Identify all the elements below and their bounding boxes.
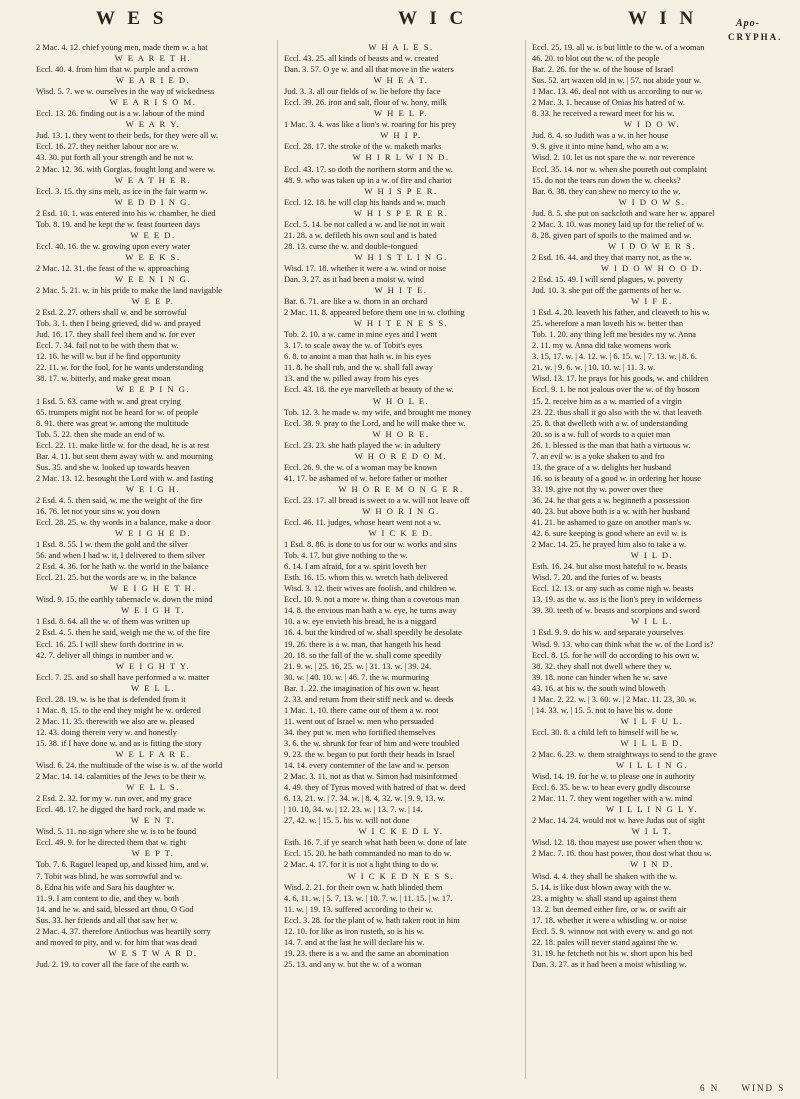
concordance-entry: Eccl. 7. 25. and so shall have performed a w. matter bbox=[36, 672, 210, 682]
headword: W I L D. bbox=[630, 550, 674, 561]
concordance-entry: Wisd. 5. 11. no sign where she w. is to be found bbox=[36, 827, 197, 837]
concordance-entry: 6. 14. I am afraid, for a w. spirit loveth her bbox=[284, 562, 427, 572]
concordance-entry: 16. 4. but the kindred of w. shall speedily be desolate bbox=[284, 628, 462, 638]
concordance-entry: Eccl. 28. 19. w. is he that is defended from it bbox=[36, 694, 186, 704]
headword: W H I T E. bbox=[374, 285, 428, 296]
concordance-entry: 2 Esd. 15. 49. I will send plagues, w. poverty bbox=[532, 274, 683, 284]
concordance-entry: 2 Mac. 12. 36. with Gorgias, fought long and were w. bbox=[36, 164, 216, 174]
headword: W H O R E D O M. bbox=[354, 450, 448, 461]
concordance-entry: Eccl. 12. 13. or any such as come nigh w. beasts bbox=[532, 584, 694, 594]
concordance-entry: Eccl. 15. 20. he hath commanded no man to do w. bbox=[284, 849, 452, 859]
concordance-entry: Esth. 16. 15. whom this w. wretch hath delivered bbox=[284, 573, 448, 583]
concordance-entry: Esth. 16. 7. if ye search what hath been w. done of late bbox=[284, 838, 467, 848]
concordance-entry: 39. 18. none can hinder when he w. save bbox=[532, 672, 668, 682]
concordance-entry: 21. 28. a w. defileth his own soul and is hated bbox=[284, 230, 437, 240]
headword: W I L L E D. bbox=[620, 737, 684, 748]
headword: W I D O W H O O D. bbox=[600, 262, 704, 273]
concordance-entry: Dan. 3. 57. O ye w. and all that move in the waters bbox=[284, 65, 454, 75]
concordance-entry: Eccl. 13. 26. finding out is a w. labour of the mind bbox=[36, 109, 205, 119]
concordance-entry: 26. 1. blessed is the man that hath a virtuous w. bbox=[532, 440, 691, 450]
concordance-entry: 1 Esd. 8. 55. I w. them the gold and the silver bbox=[36, 540, 188, 550]
concordance-entry: 40. 23. but above both is a w. with her husband bbox=[532, 506, 690, 516]
concordance-entry: Eccl. 28. 17. the stroke of the w. maketh marks bbox=[284, 142, 442, 152]
headword: W H I T E N E S S. bbox=[353, 318, 449, 329]
running-head-left: W E S bbox=[96, 8, 168, 29]
concordance-entry: 11. 9. I am content to die, and they w. both bbox=[36, 893, 179, 903]
concordance-entry: 15. 2. receive him as a w. married of a virgin bbox=[532, 396, 682, 406]
headword: W E I G H T. bbox=[121, 605, 185, 616]
headword: W H O L E. bbox=[372, 395, 430, 406]
concordance-entry: Esth. 16. 24. but also most hateful to w. beasts bbox=[532, 562, 688, 572]
headword: W H I S P E R E R. bbox=[353, 207, 449, 218]
concordance-entry: 65. trumpets might not be heard for w. of people bbox=[36, 407, 199, 417]
concordance-entry: Tob. 12. 3. he made w. my wife, and brought me money bbox=[284, 407, 472, 417]
running-head-right: W I N bbox=[628, 8, 698, 29]
concordance-entry: 13. 19. as the w. ass is the lion's prey in wilderness bbox=[532, 595, 702, 605]
concordance-entry: Sus. 33. her friends and all that saw her w. bbox=[36, 915, 178, 925]
concordance-entry: 25. 8. that dwelleth with a w. of understanding bbox=[532, 418, 688, 428]
concordance-entry: 2 Mac. 4. 12. chief young men, made them w. a hat bbox=[36, 43, 208, 52]
concordance-entry: 4. 49. they of Tyrus moved with hatred of that w. deed bbox=[284, 783, 466, 793]
concordance-entry: Wisd. 3. 12. their wives are foolish, and children w. bbox=[284, 584, 457, 594]
headword: W E I G H. bbox=[125, 483, 181, 494]
concordance-entry: Wisd. 2. 21. for their own w. hath blinded them bbox=[284, 882, 443, 892]
concordance-entry: Eccl. 40. 16. the w. growing upon every water bbox=[36, 241, 191, 251]
concordance-entry: 1 Mac. 2. 22. w. | 3. 60. w. | 2 Mac. 11. 23, 30. w. bbox=[532, 694, 697, 704]
headword: W E L L S. bbox=[126, 782, 180, 793]
concordance-entry: 34. they put w. men who fortified themselves bbox=[284, 727, 436, 737]
concordance-entry: 1 Esd. 9. 9. do his w. and separate yourselves bbox=[532, 628, 684, 638]
headword: W H O R I N G. bbox=[362, 505, 440, 516]
concordance-entry: 14. 14. every contemner of the law and w. person bbox=[284, 761, 450, 771]
headword: W H E A T. bbox=[373, 75, 429, 86]
concordance-entry: Eccl. 35. 14. nor w. when she poureth out complaint bbox=[532, 164, 707, 174]
concordance-entry: | 10. 10, 34. w. | 12. 23. w. | 13. 7. w. | 14. bbox=[284, 805, 423, 815]
concordance-entry: 31. 19. he fetcheth not his w. short upon his bed bbox=[532, 948, 693, 958]
concordance-entry: Dan. 3. 27. as it had been a moist w. wind bbox=[284, 274, 424, 284]
headword: W I F E. bbox=[631, 296, 673, 307]
concordance-entry: 25. wherefore a man loveth his w. better than bbox=[532, 319, 684, 329]
headword: W I L L I N G. bbox=[616, 760, 688, 771]
concordance-entry: 2 Mac. 13. 12. besought the Lord with w. and fasting bbox=[36, 473, 214, 483]
concordance-entry: 41. 17. be ashamed of w. before father or mother bbox=[284, 473, 448, 483]
concordance-entry: and moved to pity, and w. for him that was dead bbox=[36, 937, 197, 947]
concordance-entry: Eccl. 25. 19. all w. is but little to the w. of a woman bbox=[532, 43, 705, 52]
concordance-entry: 2 Mac. 14. 25. he prayed him also to take a w. bbox=[532, 540, 687, 550]
concordance-entry: 7. Tobit was blind, he was sorrowful and w. bbox=[36, 871, 182, 881]
headword: W E A R Y. bbox=[125, 119, 181, 130]
concordance-entry: 14. 8. the envious man hath a w. eye, he turns away bbox=[284, 606, 457, 616]
concordance-entry: 2 Esd. 2. 27. others shall w. and be sorrowful bbox=[36, 308, 187, 318]
concordance-entry: Wisd. 6. 24. the multitude of the wise is w. of the world bbox=[36, 761, 223, 771]
concordance-entry: 19. 26. there is a w. man, that hangeth his head bbox=[284, 639, 441, 649]
concordance-entry: 11. 8. he shall rub, and the w. shall fall away bbox=[284, 363, 433, 373]
concordance-entry: 56. and when I had w. it, I delivered to them silver bbox=[36, 551, 205, 561]
concordance-entry: 23. 22. thus shall it go also with the w. that leaveth bbox=[532, 407, 702, 417]
concordance-entry: Eccl. 40. 4. from him that w. purple and a crown bbox=[36, 65, 199, 75]
concordance-entry: 2 Mac. 11. 7. they went together with a w. mind bbox=[532, 794, 693, 804]
concordance-entry: 48. 9. who was taken up in a w. of fire and chariot bbox=[284, 175, 452, 185]
concordance-entry: 3. 17. to scale away the w. of Tobit's eyes bbox=[284, 341, 423, 351]
concordance-entry: 3. 15, 17. w. | 4. 12. w. | 6. 15. w. | 7. 13. w. | 8. 6. bbox=[532, 352, 697, 362]
concordance-entry: Eccl. 43. 17. so doth the northern storm and the w. bbox=[284, 164, 453, 174]
concordance-entry: 1 Esd. 4. 20. leaveth his father, and cleaveth to his w. bbox=[532, 308, 710, 318]
concordance-entry: Bar. 6. 38. they can shew no mercy to the w. bbox=[532, 186, 681, 196]
concordance-entry: 10. a w. eye envieth his bread, he is a niggard bbox=[284, 617, 437, 627]
concordance-entry: 2 Esd. 4. 5. then said, w. me the weight of the fire bbox=[36, 495, 203, 505]
concordance-entry: 30. w. | 40. 10. w. | 46. 7. the w. murmuring bbox=[284, 672, 430, 682]
concordance-entry: Jud. 8. 4. so Judith was a w. in her house bbox=[532, 131, 669, 141]
headword: W I C K E D L Y. bbox=[358, 826, 444, 837]
concordance-entry: Eccl. 46. 11. judges, whose heart went not a w. bbox=[284, 518, 441, 528]
concordance-entry: Wisd. 4. 4. they shall be shaken with the w. bbox=[532, 871, 677, 881]
concordance-entry: Eccl. 39. 26. iron and salt, flour of w. hony, milk bbox=[284, 98, 447, 108]
concordance-entry: 2 Esd. 4. 5. then he said, weigh me the w. of the fire bbox=[36, 628, 210, 638]
concordance-entry: 13. and the w. pilled away from his eyes bbox=[284, 374, 419, 384]
concordance-entry: 2 Esd. 2. 32. for my w. run over, and my grace bbox=[36, 794, 192, 804]
headword: W I C K E D. bbox=[368, 528, 434, 539]
column-1 bbox=[36, 42, 270, 970]
headword: W E I G H E T H. bbox=[109, 583, 197, 594]
concordance-entry: Dan. 3. 27. as it had been a moist whistling w. bbox=[532, 959, 687, 969]
concordance-entry: 46. 20. to blot out the w. of the people bbox=[532, 54, 660, 64]
concordance-entry: 2 Mac. 5. 21. w. in his pride to make the land navigable bbox=[36, 286, 222, 296]
headword: W E L F A R E. bbox=[115, 749, 191, 759]
running-head-center: W I C bbox=[398, 8, 468, 29]
concordance-entry: Bar. 4. 11. but sent them away with w. and mourning bbox=[36, 451, 213, 461]
running-head-aside: Apo- bbox=[736, 18, 760, 29]
page-footer bbox=[700, 1083, 785, 1093]
concordance-entry: 9. 9. give it into mine hand, who am a w. bbox=[532, 142, 669, 152]
concordance-entry: Eccl. 6. 35. be w. to hear every godly discourse bbox=[532, 783, 691, 793]
concordance-entry: Eccl. 43. 18. the eye marvelleth at beauty of the w. bbox=[284, 385, 454, 395]
concordance-entry: 2 Mac. 4. 37. therefore Antiochus was heartily sorry bbox=[36, 926, 211, 936]
concordance-entry: 43. 30. put forth all your strength and be not w. bbox=[36, 153, 194, 163]
concordance-entry: Sus. 52. art waxen old in w. | 57. not abide your w. bbox=[532, 76, 702, 86]
concordance-entry: 2 Mac. 3. 1. because of Onias his hatred of w. bbox=[532, 98, 685, 108]
column-rule-2 bbox=[525, 40, 526, 1079]
concordance-entry: 27, 42. w. | 15. 5. his w. will not done bbox=[284, 816, 410, 826]
concordance-entry: 2 Esd. 16. 44. and they that marry not, as the w. bbox=[532, 252, 692, 262]
concordance-entry: 25. 13. and any w. but the w. of a woman bbox=[284, 959, 422, 969]
concordance-entry: Tob. 2. 10. a w. came in mine eyes and I went bbox=[284, 330, 438, 340]
concordance-entry: Tob. 7. 6. Raguel leaped up, and kissed him, and w. bbox=[36, 860, 209, 870]
headword: W E E N I N G. bbox=[115, 273, 191, 284]
running-head-aside-2: CRYPHA. bbox=[728, 32, 783, 42]
concordance-entry: 7. an evil w. is a yoke shaken to and fro bbox=[532, 451, 665, 461]
concordance-entry: Jud. 2. 19. to cover all the face of the earth w. bbox=[36, 959, 189, 969]
headword: W E A T H E R. bbox=[114, 174, 192, 185]
concordance-entry: Eccl. 16. 25. I will shew forth doctrine in w. bbox=[36, 639, 184, 649]
concordance-entry: 12. 16. he will w. but if he find opportunity bbox=[36, 352, 181, 362]
concordance-entry: Eccl. 5. 14. be not called a w. and lie not in wait bbox=[284, 219, 445, 229]
concordance-entry: Wisd. 2. 10. let us not spare the w. nor reverence bbox=[532, 153, 695, 163]
headword: W E I G H E D. bbox=[115, 528, 191, 539]
headword: W E E P. bbox=[131, 296, 175, 307]
concordance-entry: 1 Mac. 13. 46. deal not with us according to our w. bbox=[532, 87, 703, 97]
headword: W H I R L W I N D. bbox=[352, 152, 450, 163]
headword: W I D O W S. bbox=[618, 196, 686, 207]
concordance-entry: Eccl. 38. 9. pray to the Lord, and he will make thee w. bbox=[284, 418, 466, 428]
headword: W E A R E T H. bbox=[114, 53, 192, 64]
concordance-entry: 6. 13, 21. w. | 7. 34. w. | 8. 4, 32. w. | 9. 9, 13. w. bbox=[284, 794, 446, 804]
concordance-entry: 11. w. | 19. 13. suffered according to their w. bbox=[284, 904, 433, 914]
headword: W I L L. bbox=[631, 616, 673, 627]
concordance-entry: 2 Mac. 3. 10. was money laid up for the relief of w. bbox=[532, 219, 705, 229]
column-3 bbox=[532, 42, 772, 970]
headword: W E L L. bbox=[131, 682, 175, 693]
concordance-entry: Eccl. 7. 34. fail not to be with them that w. bbox=[36, 341, 179, 351]
concordance-entry: 6. 8. to anoint a man that hath w. in his eyes bbox=[284, 352, 431, 362]
headword: W E E K S. bbox=[125, 251, 181, 262]
concordance-entry: 19. 23. there is a w. and the same an abomination bbox=[284, 948, 449, 958]
concordance-entry: Jud. 10. 3. she put off the garments of her w. bbox=[532, 286, 682, 296]
concordance-entry: 2 Mac. 4. 17. for it is not a light thing to do w. bbox=[284, 860, 439, 870]
concordance-entry: 1 Esd. 8. 64. all the w. of them was written up bbox=[36, 617, 190, 627]
concordance-entry: 23. a mighty w. shall stand up against them bbox=[532, 893, 677, 903]
headword: W H E L P. bbox=[374, 108, 428, 119]
concordance-entry: Bar. 1. 22. the imagination of his own w. heart bbox=[284, 683, 440, 693]
concordance-entry: 8. Edna his wife and Sara his daughter w. bbox=[36, 882, 175, 892]
column-2 bbox=[284, 42, 518, 970]
concordance-entry: 22. 18. pales will never stand against the w. bbox=[532, 937, 678, 947]
headword: W I N D. bbox=[630, 859, 674, 870]
concordance-entry: Eccl. 16. 27. they neither labour nor are w. bbox=[36, 142, 179, 152]
concordance-entry: 8. 28. given part of spoils to the maimed and w. bbox=[532, 230, 692, 240]
concordance-entry: Eccl. 43. 25. all kinds of beasts and w. created bbox=[284, 54, 439, 64]
concordance-entry: 2. 33. and return from their stiff neck and w. deeds bbox=[284, 694, 454, 704]
column-rule-1 bbox=[277, 40, 278, 1079]
headword: W H I S T L I N G. bbox=[354, 251, 448, 262]
concordance-entry: 3. 6. the w. shrunk for fear of him and were troubled bbox=[284, 738, 460, 748]
concordance-entry: 41. 21. be ashamed to gaze on another man's w. bbox=[532, 518, 692, 528]
concordance-entry: Eccl. 23. 17. all bread is sweet to a w. will not leave off bbox=[284, 495, 470, 505]
concordance-entry: 2 Mac. 12. 31. the feast of the w. approaching bbox=[36, 263, 190, 273]
concordance-entry: 42. 7. deliver all things in number and w. bbox=[36, 650, 174, 660]
concordance-entry: Eccl. 8. 15. for he will do according to his own w. bbox=[532, 650, 700, 660]
concordance-entry: Jud. 3. 3. all our fields of w. lie before thy face bbox=[284, 87, 441, 97]
concordance-entry: Eccl. 23. 23. she hath played the w. in adultery bbox=[284, 440, 441, 450]
concordance-entry: 20. so is a w. full of words to a quiet man bbox=[532, 429, 671, 439]
headword: W E D D I N G. bbox=[114, 196, 192, 207]
concordance-entry: 33. 19. give not thy w. power over thee bbox=[532, 484, 663, 494]
concordance-entry: Wisd. 9. 13. who can think what the w. of the Lord is? bbox=[532, 639, 714, 649]
concordance-entry: Eccl. 5. 9. winnow not with every w. and go not bbox=[532, 926, 693, 936]
concordance-entry: Wisd. 9. 15. the earthly tabernacle w. down the mind bbox=[36, 595, 213, 605]
concordance-entry: 17. 18. whether it were a whistling w. or noise bbox=[532, 915, 687, 925]
concordance-entry: Eccl. 22. 11. make little w. for the dead, he is at rest bbox=[36, 440, 210, 450]
headword: W I L T. bbox=[631, 826, 673, 837]
concordance-entry: 43. 16. at his w. the south wind bloweth bbox=[532, 683, 666, 693]
concordance-entry: 12. 10. for like as iron rusteth, so is his w. bbox=[284, 926, 424, 936]
concordance-entry: 14. and he w. and said, blessed art thou, O God bbox=[36, 904, 194, 914]
concordance-entry: 8. 33. he received a reward meet for his w. bbox=[532, 109, 675, 119]
concordance-entry: 13. the grace of a w. delights her husband bbox=[532, 462, 671, 472]
concordance-entry: Eccl. 3. 15. thy sins melt, as ice in the fair warm w. bbox=[36, 186, 208, 196]
headword: W I L F U L. bbox=[620, 715, 684, 726]
concordance-entry: Jud. 16. 17. they shall feel them and w. for ever bbox=[36, 330, 196, 340]
concordance-entry: Wisd. 14. 19. for he w. to please one in authority bbox=[532, 772, 695, 782]
concordance-entry: Eccl. 10. 9. not a more w. thing than a covetous man bbox=[284, 595, 460, 605]
concordance-entry: 2 Mac. 11. 8. appeared before them one in w. clothing bbox=[284, 308, 465, 318]
concordance-entry: 36. 24. he that gets a w. beginneth a possession bbox=[532, 495, 690, 505]
concordance-entry: 1 Mac. 8. 15. to the end they might be w. ordered bbox=[36, 705, 201, 715]
concordance-entry: 42. 6. sure keeping is good where an evil w. is bbox=[532, 529, 687, 539]
headword: W E A R I S O M. bbox=[109, 97, 197, 108]
concordance-entry: 28. 13. curse the w. and double-tongued bbox=[284, 241, 418, 251]
concordance-entry: Eccl. 9. 1. be not jealous over the w. of thy bosom bbox=[532, 385, 700, 395]
concordance-entry: 22. 11. w. for the fool, for he wants understanding bbox=[36, 363, 204, 373]
concordance-entry: 2 Mac. 14. 14. calamities of the Jews to be their w. bbox=[36, 772, 206, 782]
headword: W E E P I N G. bbox=[115, 384, 191, 395]
concordance-entry: 8. 91. there was great w. among the multitude bbox=[36, 418, 189, 428]
concordance-entry: 15. 38. if I have done w. and as is fitting the story bbox=[36, 738, 202, 748]
concordance-entry: 16. 76. let not your sins w. you down bbox=[36, 506, 160, 516]
concordance-entry: Eccl. 3. 28. for the plant of w. hath taken root in him bbox=[284, 915, 460, 925]
concordance-entry: Tob. 5. 22. then she made an end of w. bbox=[36, 429, 165, 439]
headword: W I D O W E R S. bbox=[608, 240, 696, 251]
concordance-entry: 2 Mac. 11. 35. therewith we also are w. pleased bbox=[36, 716, 195, 726]
concordance-entry: 4. 6, 11. w. | 5. 7, 13. w. | 10. 7. w. | 11. 15. | w. 17. bbox=[284, 893, 453, 903]
concordance-entry: 1 Mac. 1. 10. there came out of them a w. root bbox=[284, 705, 439, 715]
concordance-entry: 38. 32. they shall not dwell where they w. bbox=[532, 661, 672, 671]
concordance-entry: 5. 14. is like dust blown away with the w. bbox=[532, 882, 672, 892]
concordance-entry: 12. 43. doing therein very w. and honestly bbox=[36, 727, 177, 737]
concordance-entry: Wisd. 5. 7. we w. ourselves in the way of wickedness bbox=[36, 87, 215, 97]
concordance-entry: 38. 17. w. bitterly, and make great moan bbox=[36, 374, 171, 384]
concordance-entry: Eccl. 21. 25. but the words are w. in the balance bbox=[36, 573, 197, 583]
headword: W I C K E D N E S S. bbox=[347, 870, 455, 881]
concordance-entry: Wisd. 17. 18. whether it were a w. wind or noise bbox=[284, 263, 446, 273]
catchword: WIND S bbox=[741, 1083, 786, 1093]
concordance-entry: 39. 30. teeth of w. beasts and scorpions and sword bbox=[532, 606, 700, 616]
concordance-entry: Eccl. 49. 9. for he directed them that w. right bbox=[36, 838, 186, 848]
concordance-entry: 15. do not the tears run down the w. cheeks? bbox=[532, 175, 681, 185]
concordance-entry: | 14. 33. w. | 15. 5. not to have his w. done bbox=[532, 705, 673, 715]
headword: W E I G H T Y. bbox=[115, 660, 191, 671]
concordance-entry: Tob. 8. 19. and he kept the w. feast fourteen days bbox=[36, 219, 200, 229]
concordance-entry: Jud. 8. 5. she put on sackcloth and ware her w. apparel bbox=[532, 208, 715, 218]
concordance-entry: Eccl. 26. 9. the w. of a woman may be known bbox=[284, 462, 437, 472]
concordance-entry: 2 Esd. 4. 36. for he hath w. the world in the balance bbox=[36, 562, 209, 572]
concordance-entry: Tob. 1. 20. any thing left me besides my w. Anna bbox=[532, 330, 697, 340]
concordance-entry: Eccl. 30. 8. a child left to himself will be w. bbox=[532, 727, 679, 737]
headword: W E N T. bbox=[130, 815, 176, 826]
headword: W I D O W. bbox=[623, 119, 681, 130]
concordance-entry: Tob. 4. 17. but give nothing to the w. bbox=[284, 551, 408, 561]
concordance-entry: 2 Mac. 7. 16. thou hast power, thou dost what thou w. bbox=[532, 849, 712, 859]
concordance-entry: Tob. 3. 1. then I being grieved, did w. and prayed bbox=[36, 319, 201, 329]
concordance-entry: 21. w. | 9. 6. w. | 10. 10. w. | 11. 3. w. bbox=[532, 363, 656, 373]
concordance-entry: 16. so is beauty of a good w. in ordering her house bbox=[532, 473, 702, 483]
concordance-entry: Eccl. 28. 25. w. thy words in a balance, make a door bbox=[36, 518, 211, 528]
concordance-entry: 2 Mac. 3. 11. not as that w. Simon had misinformed bbox=[284, 772, 458, 782]
concordance-entry: Jud. 13. 1. they went to their beds, for they were all w. bbox=[36, 131, 219, 141]
headword: W H A L E S. bbox=[368, 42, 434, 52]
headword: W E E D. bbox=[130, 229, 176, 240]
concordance-entry: Eccl. 12. 18. he will clap his hands and w. much bbox=[284, 197, 446, 207]
concordance-entry: 9. 23. the w. began to put forth their heads in Israel bbox=[284, 750, 455, 759]
concordance-entry: 2 Mac. 14. 24. would not w. have Judas out of sight bbox=[532, 816, 705, 826]
concordance-entry: 14. 7. and at the last he will declare his w. bbox=[284, 937, 425, 947]
concordance-entry: 2. 11. my w. Anna did take womens work bbox=[532, 341, 671, 351]
signature-mark: 6 N bbox=[700, 1083, 720, 1093]
concordance-entry: Bar. 6. 71. are like a w. thorn in an orchard bbox=[284, 297, 428, 307]
concordance-entry: 20. 18. so the fall of the w. shall come speedily bbox=[284, 650, 442, 660]
headword: W E S T W A R D. bbox=[108, 947, 198, 958]
concordance-entry: 13. 2. but deemed either fire, or w. or swift air bbox=[532, 904, 687, 914]
concordance-entry: 2 Esd. 10. 1. was entered into his w. chamber, he died bbox=[36, 208, 216, 218]
headword: W H I P. bbox=[380, 130, 422, 141]
headword: W E P T. bbox=[131, 848, 175, 859]
concordance-entry: Wisd. 13. 17. he prays for his goods, w. and children bbox=[532, 374, 709, 384]
concordance-entry: Bar. 2. 26. for the w. of the house of Israel bbox=[532, 65, 674, 75]
concordance-entry: Wisd. 7. 20. and the furies of w. beasts bbox=[532, 573, 662, 583]
headword: W H O R E M O N G E R. bbox=[338, 483, 464, 494]
headword: W H I S P E R. bbox=[364, 185, 438, 196]
concordance-entry: 2 Mac. 6. 23. w. them straightways to send to the grave bbox=[532, 750, 717, 759]
concordance-entry: Sus. 35. and she w. looked up towards heaven bbox=[36, 462, 190, 472]
concordance-entry: Wisd. 12. 18. thou mayest use power when thou w. bbox=[532, 838, 703, 848]
concordance-entry: Eccl. 48. 17. he digged the hard rock, and made w. bbox=[36, 805, 206, 815]
headword: W E A R I E D. bbox=[115, 75, 191, 86]
concordance-entry: 1 Esd. 8. 86. is done to us for our w. works and sins bbox=[284, 540, 457, 550]
headword: W I L L I N G L Y. bbox=[606, 804, 698, 815]
page-header bbox=[0, 8, 800, 42]
concordance-entry: 1 Mac. 3. 4. was like a lion's w. roaring for his prey bbox=[284, 120, 457, 130]
headword: W H O R E. bbox=[372, 428, 430, 439]
concordance-entry: 21. 9. w. | 25. 16, 25. w. | 31. 13. w. | 39. 24. bbox=[284, 661, 432, 671]
concordance-entry: 1 Esd. 5. 63. came with w. and great crying bbox=[36, 396, 181, 406]
concordance-entry: 11. went out of Israel w. men who persuaded bbox=[284, 716, 434, 726]
